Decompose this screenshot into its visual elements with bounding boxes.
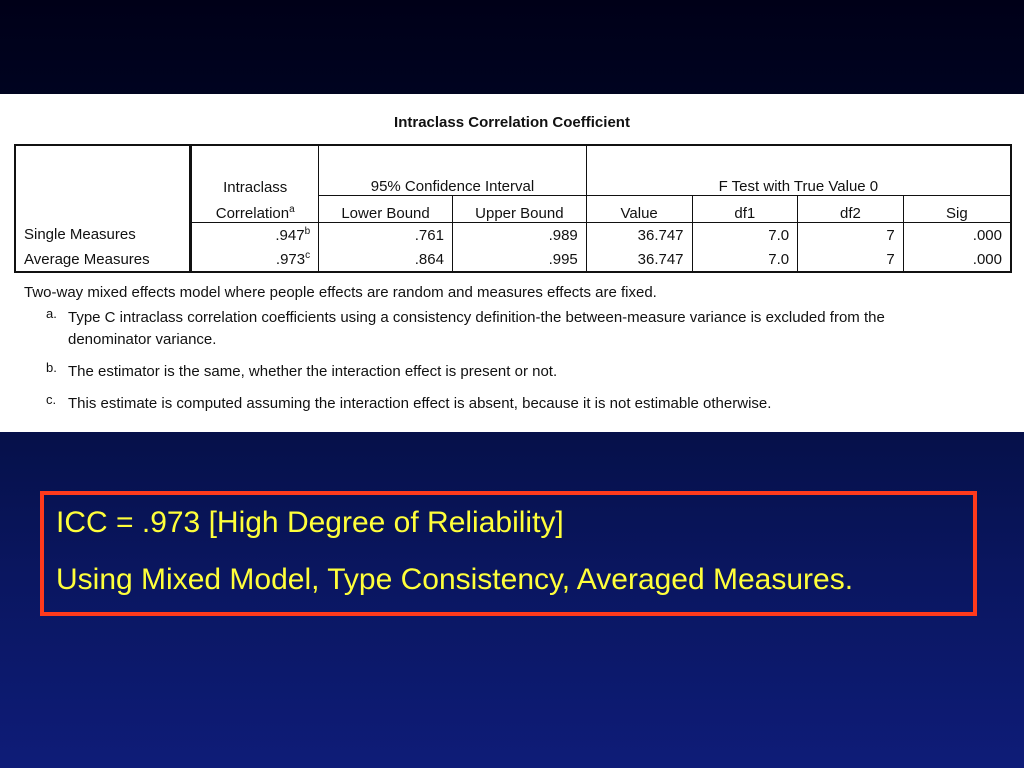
footnote-mark: a. [46,306,57,321]
header-upper-bound: Upper Bound [452,196,586,223]
ci-group-header: 95% Confidence Interval [319,145,587,196]
table-title: Intraclass Correlation Coefficient [394,114,630,131]
icc-output-panel [0,94,1024,432]
footnote-text: Type C intraclass correlation coefficients using a consistency definition-the between-measure variance is excluded from the denominator variance. [68,309,885,348]
callout-model-line: Using Mixed Model, Type Consistency, Averaged Measures. [56,563,854,596]
cell-value: 36.747 [586,223,692,248]
summary-callout-box [40,491,977,616]
cell-df2: 7 [798,247,904,272]
row-label: Single Measures [15,223,191,248]
cell-df2: 7 [798,223,904,248]
footnote-text: The estimator is the same, whether the interaction effect is present or not. [68,363,558,380]
footnote-mark: b. [46,360,57,375]
callout-icc-line: ICC = .973 [High Degree of Reliability] [56,506,564,539]
cell-df1: 7.0 [692,247,798,272]
footnote-mark: c. [46,392,57,407]
cell-lower: .864 [319,247,453,272]
cell-upper: .989 [452,223,586,248]
table-row-single [15,223,1011,248]
table-footnotes [24,284,958,425]
footnote-b [46,361,958,383]
header-row-top [15,145,1011,196]
header-sig: Sig [903,196,1011,223]
cell-lower: .761 [319,223,453,248]
cell-icc: .947$^b$ [275,226,311,244]
model-note: Two-way mixed effects model where people effects are random and measures effects are fixed. [24,284,657,301]
cell-sig: .000 [903,223,1011,248]
cell-value: 36.747 [586,247,692,272]
footnote-a [46,307,958,351]
header-value: Value [586,196,692,223]
row-label: Average Measures [15,247,191,272]
table-row-average [15,247,1011,272]
cell-icc: .973$^c$ [191,247,319,272]
footnote-text: This estimate is computed assuming the interaction effect is absent, because it is not estimable otherwise. [68,395,772,412]
header-lower-bound: Lower Bound [319,196,453,223]
header-intraclass: Intraclass [191,145,319,196]
cell-upper: .995 [452,247,586,272]
footnote-mark-a: a [289,204,295,215]
cell-df1: 7.0 [692,223,798,248]
footnote-c [46,393,958,415]
header-df1: df1 [692,196,798,223]
header-df2: df2 [798,196,904,223]
icc-table [14,144,1012,273]
header-correlation: Correlation$^a$ [191,196,319,223]
ftest-group-header: F Test with True Value 0 [586,145,1011,196]
cell-sig: .000 [903,247,1011,272]
stub-header [15,145,191,223]
